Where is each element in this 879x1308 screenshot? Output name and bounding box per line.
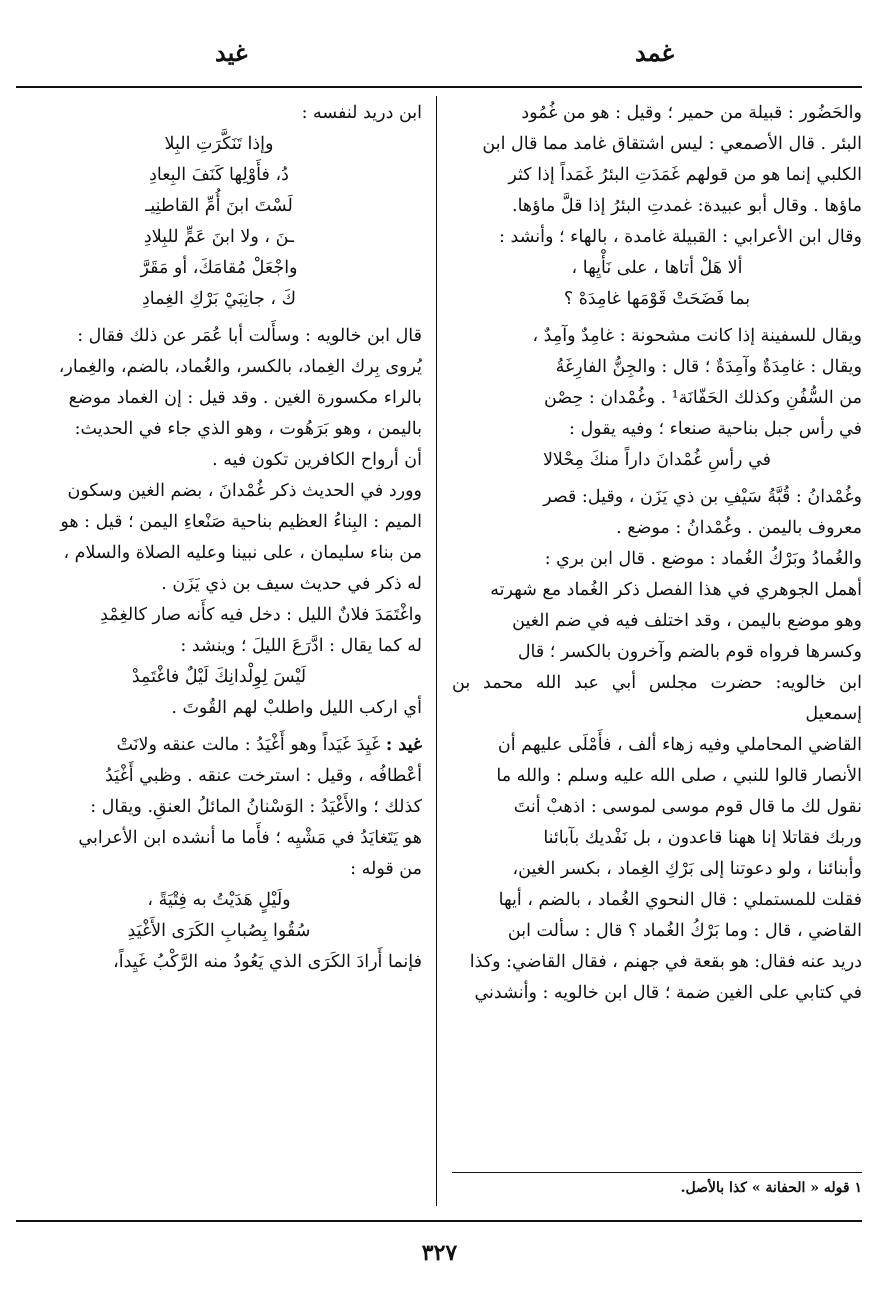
- text-line: القاضي ، قال : وما بَرْكُ الغُماد ؟ قال : سألت ابن: [507, 921, 862, 941]
- text-line: أعْطافُه ، وقيل : استرخت عنقه . وظبي أَغْيَدُ: [105, 766, 422, 786]
- text-line: ابن خالويه: حضرت مجلس أبي عبد الله محمد بن إسمعيل: [452, 673, 862, 724]
- left-column: [16, 98, 422, 978]
- text-line: البئر . قال الأصمعي : ليس اشتقاق غامد مما قال ابن: [482, 134, 862, 154]
- text-line: بالراء مكسورة الغين . وقد قيل : إن الغماد موضع: [68, 388, 422, 408]
- text-line: الميم : البِناءُ العظيم بناحية صَنْعاءِ اليمن ؛ قيل : هو: [60, 512, 422, 532]
- verse-line: ولَيْلٍ هَدَيْتُ به فِتْيَةً ،: [147, 890, 291, 910]
- text-line: وربك فقاتلا إنا ههنا قاعدون ، بل نَفْديك بآبائنا: [543, 828, 862, 848]
- footer-rule: [16, 1220, 862, 1222]
- text-line: والغُمادُ وبَرْكُ الغُماد : موضع . قال ابن بري :: [544, 549, 862, 569]
- text-line: باليمن ، وهو بَرَهُوت ، وهو الذي جاء في الحديث:: [74, 419, 422, 439]
- text-line: القاضي المحاملي وفيه زهاء ألف ، فأَمْلَى عليهم أن: [497, 735, 862, 755]
- text-line: ويقال : غامِدَةٌ وآمِدَةٌ ؛ قال : والجِنُّ الفارِغَةُ: [555, 357, 862, 377]
- verse-line: كَ ، جانِبَيْ بَرْكِ الغِمادِ: [141, 289, 297, 309]
- verse-line: لَسْتَ ابنَ أُمِّ القاطنِيـ: [145, 196, 293, 216]
- text-line: له كما يقال : ادَّرَعَ الليلَ ؛ وينشد :: [180, 636, 422, 656]
- entry-ghayd: [16, 730, 422, 761]
- text-line: في رأس جبل بناحية صنعاء ؛ وفيه يقول :: [568, 419, 862, 439]
- text-line: هو يَتَغايَدُ في مَشْيِه ؛ فأَما ما أنشده ابن الأعرابي: [78, 828, 422, 848]
- text-line: قال ابن خالويه : وسأَلت أبا عُمَر عن ذلك فقال :: [77, 326, 422, 346]
- right-column: [452, 98, 862, 1009]
- text-line: من قوله :: [350, 859, 422, 879]
- column-divider: [436, 96, 437, 1206]
- text-line: والحَضُور : قبيلة من حمير ؛ وقيل : هو من غُمُود: [521, 103, 862, 123]
- header-rule: [16, 86, 862, 88]
- footnote: ١ قوله « الحفانة » كذا بالأصل.: [680, 1180, 862, 1196]
- text-line: وهو موضع باليمن ، وقد اختلف فيه في ضم الغين: [512, 611, 862, 631]
- text-line: يُروى بِرك الغِماد، بالكسر، والغُماد، بالضم، والغِمار،: [58, 357, 422, 377]
- verse-line: في رأسِ غُمْدانَ داراً منكَ مِحْلالا: [542, 450, 772, 470]
- verse-line: لَيْسَ لِوِلْدانِكَ لَيْلٌ فاغْتَمِدْ: [131, 667, 307, 687]
- text-line: أن أرواح الكافرين تكون فيه .: [212, 450, 422, 470]
- text-line: له ذكر في حديث سيف بن ذي يَزَن .: [161, 574, 422, 594]
- verse-line: سُقُوا بِصُبابِ الكَرَى الأَغْيَدِ: [127, 921, 311, 941]
- text-line: فقلت للمستملي : قال النحوي الغُماد ، بالضم ، أيها: [498, 890, 862, 910]
- text-line: وقال ابن الأعرابي : القبيلة غامدة ، بالهاء ؛ وأنشد :: [499, 227, 862, 247]
- entry-headword: غيد :: [385, 735, 422, 755]
- text-line: كذلك ؛ والأَغْيَدُ : الوَسْنانُ المائلُ العنقِ. ويقال :: [90, 797, 422, 817]
- text-line: دريد عنه فقال: هو بقعة في جهنم ، فقال القاضي: وكذا: [469, 952, 862, 972]
- page-number: ٣٢٧: [421, 1240, 458, 1266]
- text-line: وكسرها فرواه قوم بالضم وآخرون بالكسر ؛ قال: [517, 642, 862, 662]
- verse-line: ـنَ ، ولا ابنَ عَمٍّ للبِلادِ: [143, 227, 295, 247]
- verse-line: ألا هَلْ أتاها ، على نَأْيِها ،: [571, 258, 743, 278]
- verse-line: بما فَضَحَتْ قَوْمَها غامِدَهْ ؟: [563, 289, 751, 309]
- text-line: الكلبي إنما هو من قولهم غَمَدَتِ البئرُ غَمَداً إذا كثر: [508, 165, 862, 185]
- text-line: غَيِدَ غَيَداً وهو أَغْيَدُ : مالت عنقه ولانَتْ: [116, 735, 381, 755]
- verse-line: دُ، فأَوْلِها كَنَفَ البِعادِ: [149, 165, 289, 185]
- text-line: من السُّفُنِ وكذلك الحَفّانَة¹ . وغُمْدان : حِصْن: [543, 388, 862, 408]
- text-line: أي اركب الليل واطلبْ لهم القُوتَ .: [171, 698, 422, 718]
- text-line: معروف باليمن . وغُمْدانُ : موضع .: [616, 518, 862, 538]
- text-line: ماؤها . وقال أبو عبيدة: غمدتِ البئرُ إذا قلَّ ماؤها.: [512, 196, 862, 216]
- footnote-rule: [452, 1172, 862, 1173]
- text-line: ويقال للسفينة إذا كانت مشحونة : غامِدٌ وآمِدٌ ،: [532, 326, 862, 346]
- verse-line: وإذا تَنَكَّرَتِ البِلا: [164, 134, 274, 154]
- header-root-word-right: غمد: [635, 38, 675, 67]
- text-line: في كتابي على الغين ضمة ؛ قال ابن خالويه : وأنشدني: [474, 983, 862, 1003]
- text-line: نقول لك ما قال قوم موسى لموسى : اذهبْ أنتَ: [513, 797, 862, 817]
- text-line: فإنما أَرادَ الكَرَى الذي يَعُودُ منه الرَّكْبُ غَيِداً،: [113, 952, 422, 972]
- text-line: من بناء سليمان ، على نبينا وعليه الصلاة والسلام ،: [63, 543, 422, 563]
- text-line: وأبنائنا ، ولو دعوتنا إلى بَرْكِ الغِماد ، بكسر الغين،: [512, 859, 862, 879]
- text-line: وورد في الحديث ذكر غُمْدانَ ، بضم الغين وسكون: [67, 481, 422, 501]
- text-line: وغُمْدانُ : قُبَّةُ سَيْفِ بن ذي يَزَن ، وقيل: قصر: [543, 487, 862, 507]
- header-root-word-left: غيد: [215, 38, 248, 67]
- text-line: ابن دريد لنفسه :: [301, 103, 422, 123]
- text-line: أهمل الجوهري في هذا الفصل ذكر الغُماد مع شهرته: [490, 580, 862, 600]
- text-line: الأنصار قالوا للنبي ، صلى الله عليه وسلم : والله ما: [496, 766, 862, 786]
- text-line: واغْتَمَدَ فلانٌ الليل : دخل فيه كأَنه صار كالغِمْدِ: [100, 605, 422, 625]
- verse-line: واجْعَلْ مُقامَكَ، أو مَقَرَّ: [140, 258, 298, 278]
